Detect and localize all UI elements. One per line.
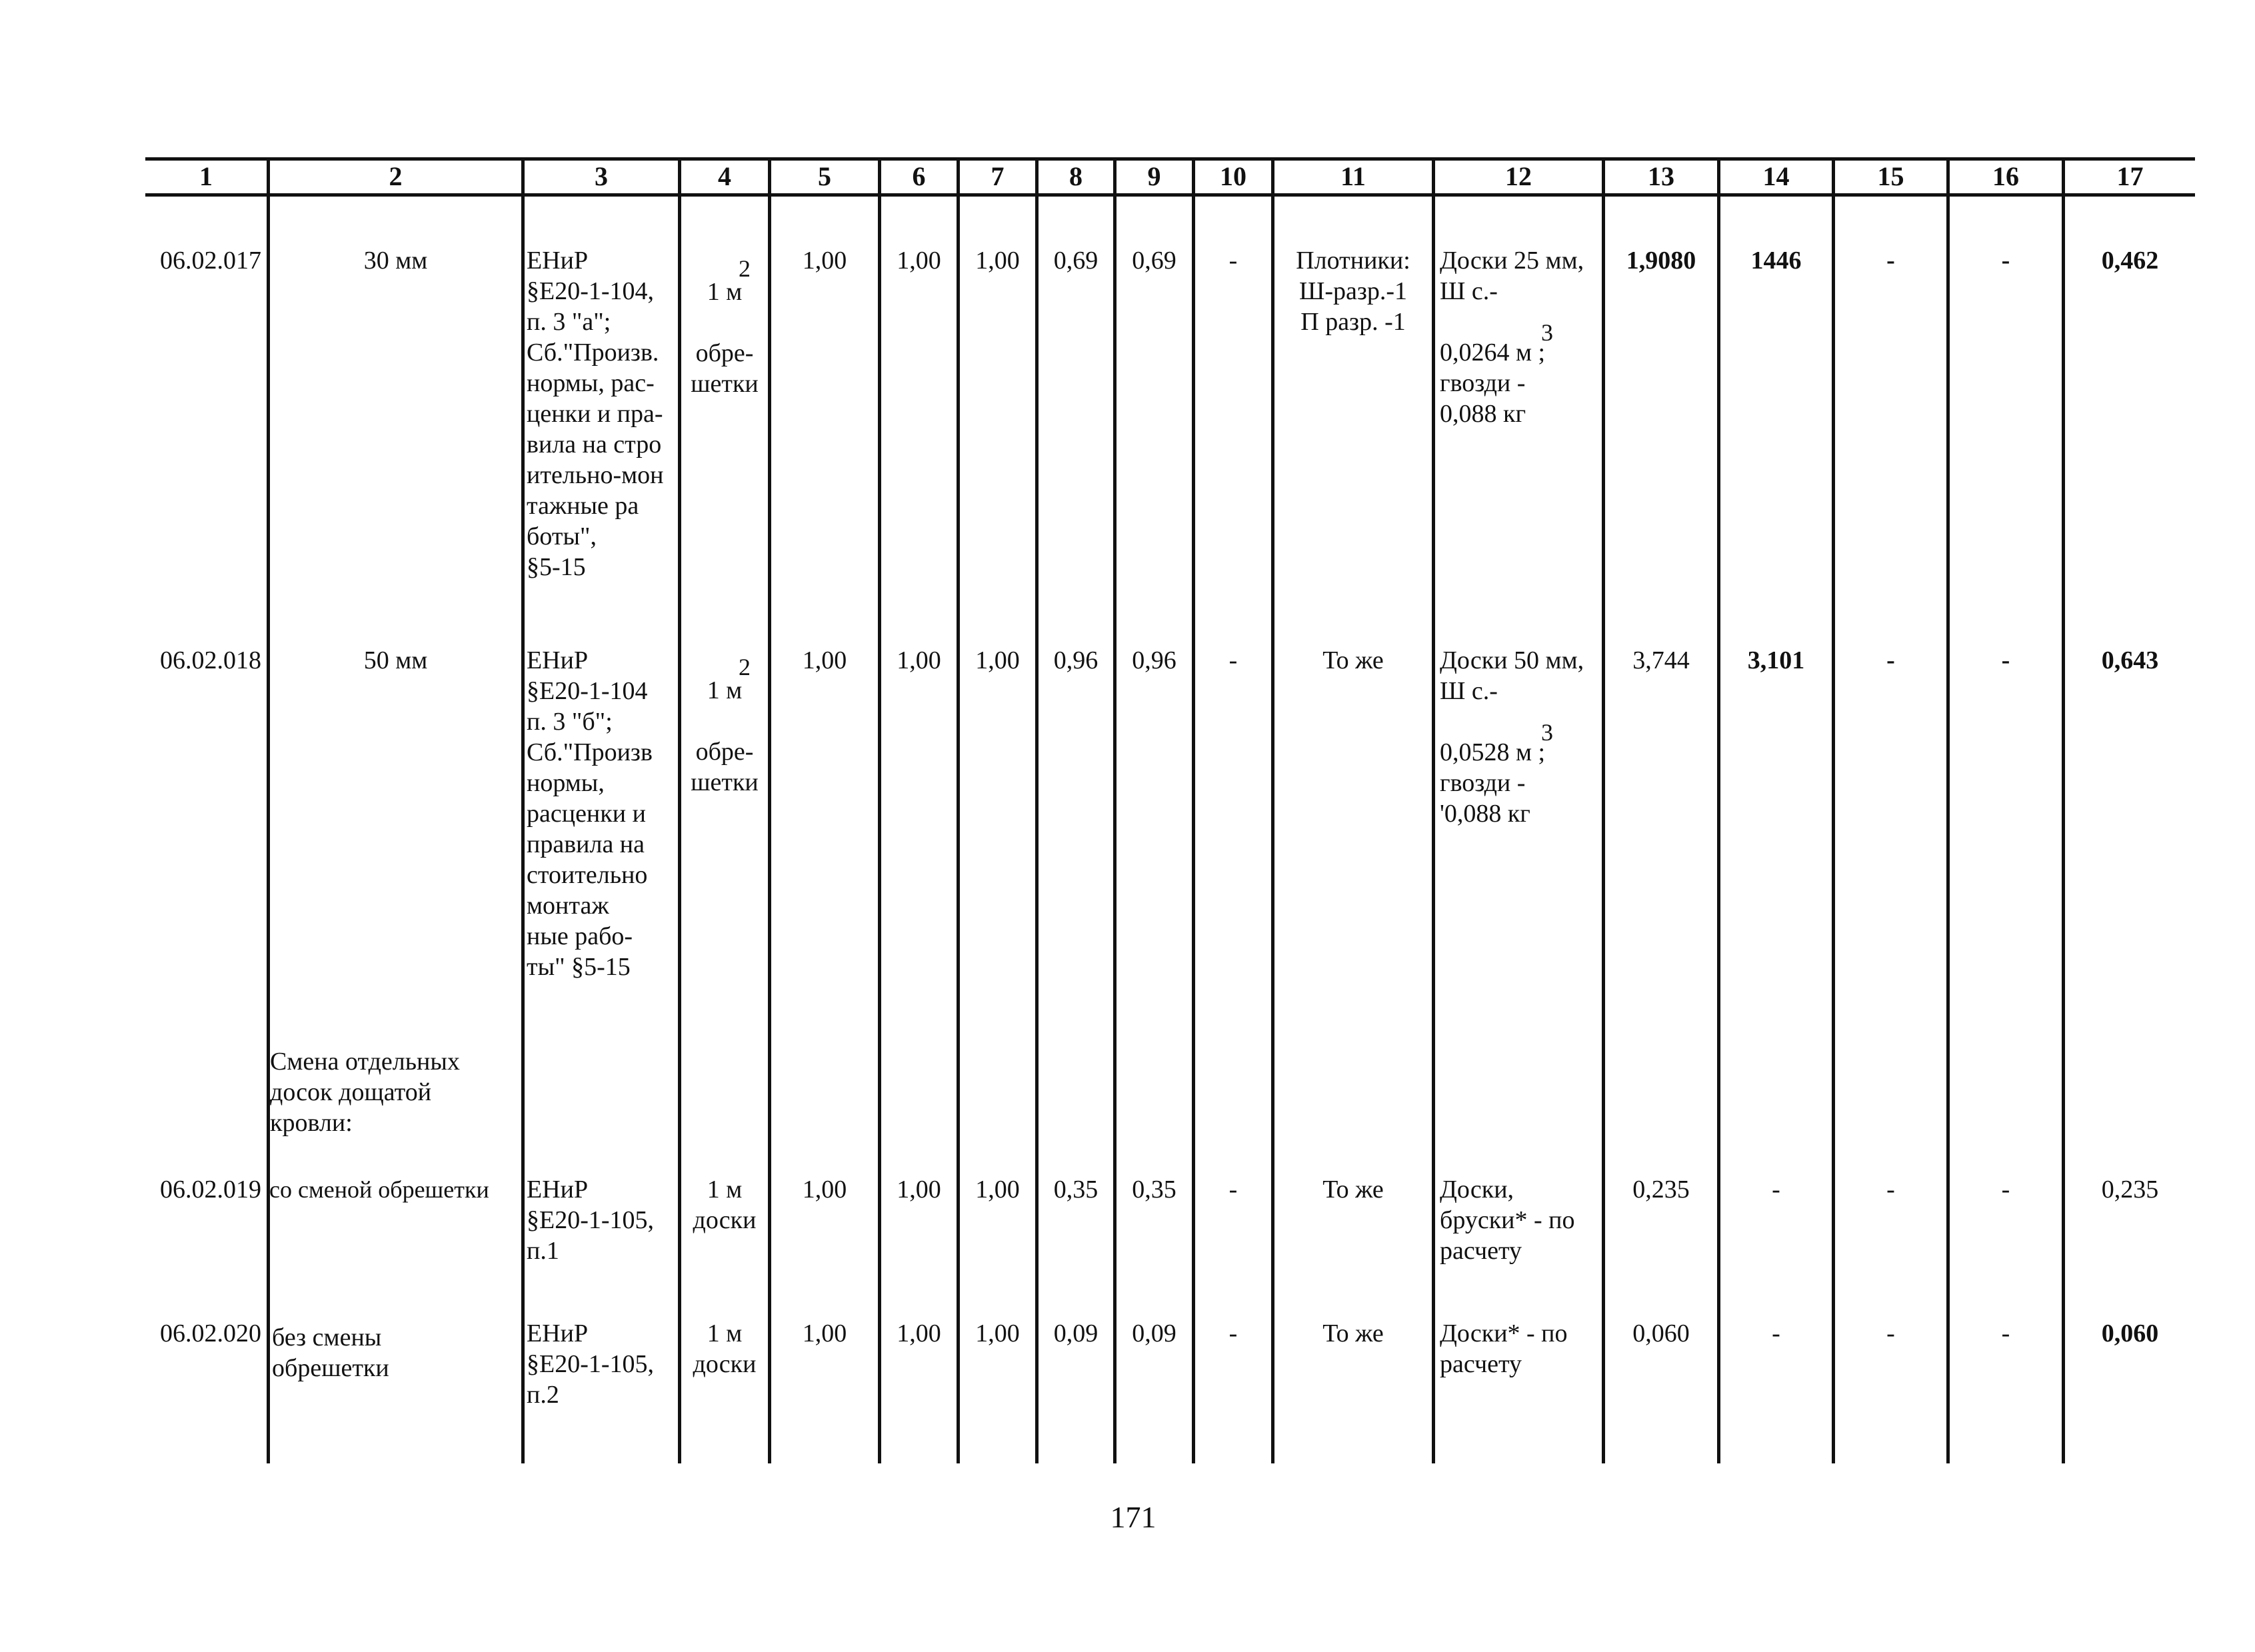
workers-composition: То же <box>1322 1176 1384 1204</box>
value-col9: 0,96 <box>1132 646 1176 674</box>
value-col16: - <box>2001 1176 2010 1204</box>
norm-reference: ЕНиР §Е20-1-104, п. 3 "а"; Сб."Произв. нормы, рас- ценки и пра- вила на стро ительно-мон тажные ра боты", §5-15 <box>527 247 664 581</box>
value-col5: 1,00 <box>802 646 847 674</box>
value-col6: 1,00 <box>897 1319 941 1347</box>
column-header: 9 <box>1147 161 1161 191</box>
value-col8: 0,96 <box>1053 646 1099 674</box>
section-heading: Смена отдельных досок дощатой кровли: <box>270 1048 460 1137</box>
value-col8: 0,35 <box>1053 1176 1099 1204</box>
value-col10: - <box>1228 1176 1238 1204</box>
value-col17: 0,643 <box>2101 646 2159 674</box>
column-rule <box>1602 157 1605 1463</box>
row-code: 06.02.020 <box>160 1319 261 1347</box>
column-header: 2 <box>389 161 403 191</box>
work-name: со сменой обрешетки <box>269 1176 489 1203</box>
materials-superscript: 3 <box>1541 719 1553 746</box>
materials: Доски 50 мм, Ш с.- 0,0528 м ; гвозди - '0,088 кг <box>1440 646 1584 828</box>
workers-composition: То же <box>1322 646 1384 674</box>
column-rule <box>1271 157 1274 1463</box>
workers-composition: Плотники: Ш-разр.-1 П разр. -1 <box>1296 247 1410 336</box>
column-header: 7 <box>991 161 1005 191</box>
materials-superscript: 3 <box>1541 319 1553 346</box>
column-header: 12 <box>1505 161 1532 191</box>
measure-unit: 1 м доски <box>693 1319 757 1378</box>
column-header: 1 <box>199 161 213 191</box>
column-header: 15 <box>1877 161 1904 191</box>
column-header: 3 <box>595 161 608 191</box>
column-rule <box>1946 157 1950 1463</box>
column-header: 13 <box>1648 161 1674 191</box>
column-rule <box>267 157 270 1463</box>
value-col13: 0,060 <box>1632 1319 1690 1347</box>
row-code: 06.02.017 <box>160 247 261 275</box>
value-col9: 0,69 <box>1132 247 1176 275</box>
value-col13: 3,744 <box>1632 646 1690 674</box>
value-col7: 1,00 <box>975 646 1020 674</box>
value-col7: 1,00 <box>975 1319 1020 1347</box>
value-col8: 0,09 <box>1053 1319 1099 1347</box>
value-col5: 1,00 <box>802 1176 847 1204</box>
measure-unit: 1 м доски <box>693 1176 757 1234</box>
column-header: 11 <box>1340 161 1366 191</box>
value-col14: - <box>1772 1176 1780 1204</box>
column-header: 8 <box>1069 161 1083 191</box>
column-header: 17 <box>2116 161 2144 191</box>
value-col14: 3,101 <box>1747 646 1805 674</box>
column-rule <box>1832 157 1835 1463</box>
value-col10: - <box>1228 247 1238 275</box>
page-number: 171 <box>1110 1500 1156 1534</box>
column-rule <box>1113 157 1117 1463</box>
work-name: 30 мм <box>363 247 428 275</box>
column-header: 4 <box>718 161 731 191</box>
column-header: 5 <box>818 161 831 191</box>
value-col16: - <box>2001 646 2010 674</box>
materials: Доски* - по расчету <box>1440 1319 1568 1378</box>
column-header: 6 <box>912 161 926 191</box>
value-col17: 0,235 <box>2101 1176 2159 1204</box>
unit-superscript: 2 <box>739 654 751 680</box>
column-rule <box>521 157 525 1463</box>
value-col9: 0,09 <box>1132 1319 1176 1347</box>
value-col5: 1,00 <box>802 1319 847 1347</box>
row-code: 06.02.019 <box>160 1176 261 1204</box>
value-col15: - <box>1886 646 1895 674</box>
column-rule <box>1192 157 1195 1463</box>
header-bottom-rule <box>145 193 2195 197</box>
column-rule <box>2062 157 2065 1463</box>
norm-reference: ЕНиР §Е20-1-104 п. 3 "б"; Сб."Произв нормы, расценки и правила на стоительно монтаж ные рабо- ты" §5-15 <box>527 646 653 981</box>
value-col14: 1446 <box>1750 247 1802 275</box>
column-header: 16 <box>1992 161 2019 191</box>
value-col14: - <box>1772 1319 1780 1347</box>
value-col10: - <box>1228 646 1238 674</box>
value-col16: - <box>2001 1319 2010 1347</box>
norm-reference: ЕНиР §Е20-1-105, п.2 <box>527 1319 655 1409</box>
measure-unit: 1 м обре- шетки <box>691 278 759 398</box>
norm-reference: ЕНиР §Е20-1-105, п.1 <box>527 1176 655 1265</box>
value-col7: 1,00 <box>975 247 1020 275</box>
value-col9: 0,35 <box>1132 1176 1176 1204</box>
column-header: 10 <box>1220 161 1246 191</box>
column-rule <box>1035 157 1039 1463</box>
column-header: 14 <box>1762 161 1790 191</box>
column-rule <box>1717 157 1720 1463</box>
value-col16: - <box>2001 247 2010 275</box>
value-col17: 0,060 <box>2101 1319 2159 1347</box>
value-col6: 1,00 <box>897 646 941 674</box>
value-col6: 1,00 <box>897 247 941 275</box>
value-col17: 0,462 <box>2101 247 2159 275</box>
value-col10: - <box>1228 1319 1238 1347</box>
value-col15: - <box>1886 1176 1895 1204</box>
value-col15: - <box>1886 247 1895 275</box>
materials: Доски 25 мм, Ш с.- 0,0264 м ; гвозди - 0,088 кг <box>1440 247 1584 428</box>
measure-unit: 1 м обре- шетки <box>691 676 759 796</box>
row-code: 06.02.018 <box>160 646 261 674</box>
work-name: без смены обрешетки <box>272 1323 389 1382</box>
workers-composition: То же <box>1322 1319 1384 1347</box>
value-col15: - <box>1886 1319 1895 1347</box>
materials: Доски, бруски* - по расчету <box>1440 1176 1575 1265</box>
value-col13: 1,9080 <box>1626 247 1696 275</box>
value-col13: 0,235 <box>1632 1176 1690 1204</box>
value-col8: 0,69 <box>1053 247 1099 275</box>
value-col6: 1,00 <box>897 1176 941 1204</box>
value-col5: 1,00 <box>802 247 847 275</box>
value-col7: 1,00 <box>975 1176 1020 1204</box>
column-rule <box>1432 157 1435 1463</box>
column-rule <box>878 157 881 1463</box>
work-name: 50 мм <box>363 646 428 674</box>
column-rule <box>768 157 771 1463</box>
column-rule <box>957 157 960 1463</box>
unit-superscript: 2 <box>739 255 751 282</box>
